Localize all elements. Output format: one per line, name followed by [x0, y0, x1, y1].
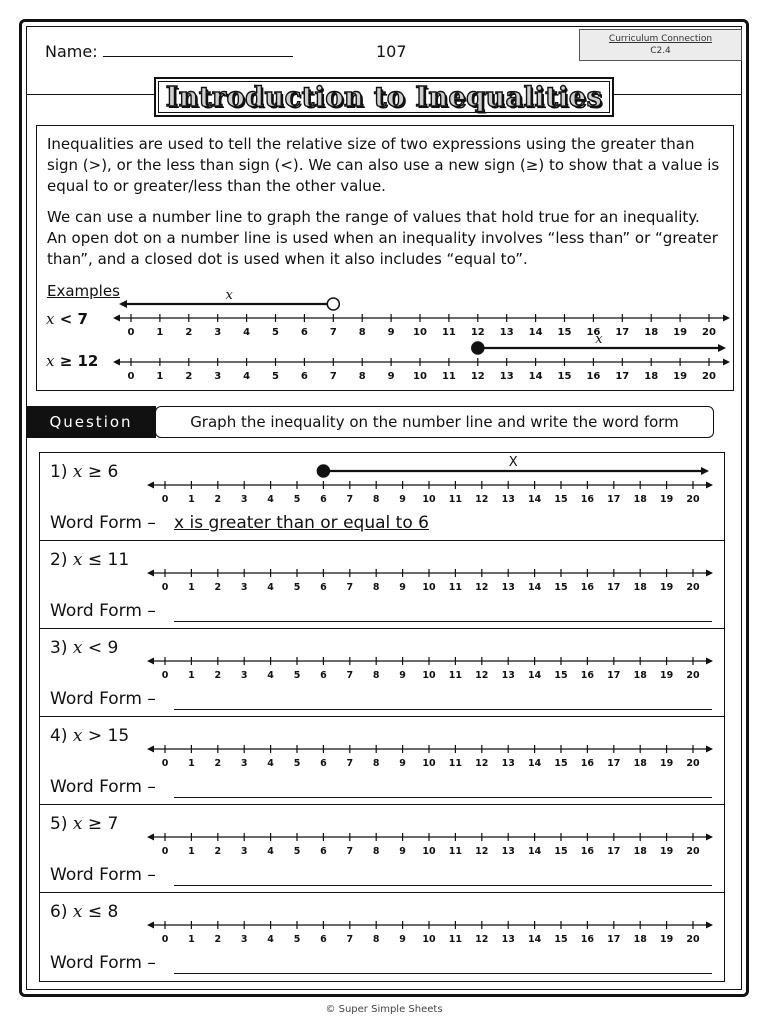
curriculum-label: Curriculum Connection: [608, 34, 713, 44]
tick-label: 0: [161, 670, 169, 681]
tick-label: 14: [527, 494, 542, 505]
tick-label: 15: [554, 846, 568, 857]
tick-label: 7: [346, 670, 354, 681]
name-label: Name:: [45, 42, 98, 61]
tick-label: 1: [188, 670, 195, 681]
tick-label: 8: [372, 846, 380, 857]
tick-label: 13: [499, 371, 514, 382]
question-5-label: [50, 814, 118, 834]
word-form-blank-line[interactable]: [174, 797, 712, 798]
tick-label: 6: [320, 582, 327, 593]
tick-label: 10: [422, 670, 436, 681]
example-2-variable: x: [46, 352, 55, 370]
tick-label: 19: [659, 846, 674, 857]
word-form-label: Word Form –: [50, 865, 156, 885]
tick-label: 17: [607, 846, 621, 857]
closed-dot: [317, 465, 329, 477]
left-arrowhead: [147, 922, 154, 929]
tick-label: 7: [346, 494, 354, 505]
word-form-blank-line[interactable]: [174, 973, 712, 974]
tick-label: 4: [243, 371, 251, 382]
tick-label: 10: [413, 371, 427, 382]
tick-label: 8: [358, 327, 366, 338]
tick-label: 0: [161, 582, 169, 593]
tick-label: 6: [320, 846, 327, 857]
tick-label: 20: [686, 582, 700, 593]
tick-label: 8: [372, 494, 380, 505]
question-number: 1): [50, 462, 68, 482]
tick-label: 13: [501, 494, 515, 505]
question-number: 3): [50, 638, 68, 658]
tick-label: 0: [161, 494, 169, 505]
example-2-number-line: [113, 332, 730, 386]
right-arrowhead: [706, 834, 713, 841]
left-arrowhead: [147, 834, 154, 841]
question-row-3: [40, 629, 724, 717]
question-3-label: [50, 638, 118, 658]
tick-label: 16: [586, 371, 601, 382]
tick-label: 18: [633, 670, 647, 681]
left-arrowhead: [147, 570, 154, 577]
tick-label: 19: [673, 371, 688, 382]
tick-label: 4: [267, 494, 274, 505]
question-variable: x: [72, 462, 83, 482]
number-line-svg[interactable]: [147, 561, 713, 597]
tick-label: 6: [320, 934, 327, 945]
question-tab: Question: [26, 406, 156, 438]
word-form-blank-line[interactable]: [174, 885, 712, 886]
tick-label: 15: [554, 582, 568, 593]
right-arrowhead: [723, 315, 730, 322]
question-variable: x: [72, 726, 83, 746]
tick-label: 18: [644, 327, 659, 338]
tick-label: 12: [475, 934, 489, 945]
tick-label: 10: [422, 846, 436, 857]
questions-box: [39, 452, 725, 982]
intro-paragraph-1: Inequalities are used to tell the relative size of two expressions using the greater than sign (>), or the less than sign (<). We can also use a new sign (≥) to show that a value is equal to or greater/less than the other value.: [47, 135, 720, 195]
tick-label: 3: [240, 758, 248, 769]
tick-label: 1: [188, 846, 195, 857]
question-number: 4): [50, 726, 68, 746]
number-line-svg[interactable]: [147, 913, 713, 949]
tick-label: 0: [127, 371, 135, 382]
tick-label: 16: [580, 758, 595, 769]
word-form-blank-line[interactable]: [174, 709, 712, 710]
word-form-label: Word Form –: [50, 777, 156, 797]
tick-label: 7: [346, 582, 354, 593]
tick-label: 14: [527, 846, 542, 857]
tick-label: 0: [127, 327, 135, 338]
number-line-svg[interactable]: [113, 332, 730, 386]
copyright: © Super Simple Sheets: [325, 1004, 443, 1015]
tick-label: 7: [329, 371, 337, 382]
tick-label: 2: [214, 934, 222, 945]
tick-label: 12: [475, 846, 489, 857]
right-arrowhead: [706, 746, 713, 753]
tick-label: 2: [214, 846, 222, 857]
tick-label: 8: [372, 582, 380, 593]
word-form-label: Word Form –: [50, 601, 156, 621]
curriculum-code: C2.4: [650, 46, 671, 56]
tick-label: 16: [580, 494, 595, 505]
tick-label: 14: [527, 582, 542, 593]
tick-label: 11: [448, 934, 463, 945]
tick-label: 5: [293, 934, 301, 945]
tick-label: 13: [501, 582, 515, 593]
tick-label: 3: [240, 582, 248, 593]
tick-label: 15: [557, 327, 572, 338]
tick-label: 1: [188, 934, 195, 945]
number-line-svg[interactable]: [147, 455, 713, 509]
tick-label: 17: [607, 758, 621, 769]
name-field[interactable]: [45, 42, 293, 61]
left-arrowhead: [113, 359, 120, 366]
tick-label: 11: [448, 846, 463, 857]
tick-label: 13: [501, 758, 515, 769]
tick-label: 9: [387, 371, 395, 382]
tick-label: 18: [644, 371, 659, 382]
tick-label: 7: [346, 758, 354, 769]
tick-label: 2: [185, 327, 193, 338]
tick-label: 6: [300, 327, 308, 338]
question-variable: x: [72, 550, 83, 570]
tick-label: 12: [475, 582, 489, 593]
tick-label: 13: [499, 327, 514, 338]
question-variable: x: [72, 638, 83, 658]
tick-label: 19: [659, 670, 674, 681]
tick-label: 2: [185, 371, 193, 382]
example-2-operator: ≥ 12: [59, 352, 99, 370]
tick-label: 11: [448, 670, 463, 681]
tick-label: 13: [501, 934, 515, 945]
tick-label: 4: [267, 846, 274, 857]
question-1-label: [50, 462, 118, 482]
tick-label: 12: [470, 371, 485, 382]
tick-label: 2: [214, 670, 222, 681]
tick-label: 10: [422, 934, 436, 945]
tick-label: 7: [329, 327, 337, 338]
tick-label: 18: [633, 758, 647, 769]
question-row-1: [40, 453, 724, 541]
tick-label: 20: [686, 670, 700, 681]
tick-label: 11: [448, 582, 463, 593]
tick-label: 17: [607, 494, 621, 505]
tick-label: 3: [214, 327, 222, 338]
tick-label: 4: [267, 934, 274, 945]
question-operator: ≥ 7: [87, 814, 119, 834]
tick-label: 1: [188, 494, 195, 505]
tick-label: 3: [240, 934, 248, 945]
example-2-label: [46, 352, 98, 370]
tick-label: 12: [475, 670, 489, 681]
word-form-answer[interactable]: x is greater than or equal to 6: [174, 513, 429, 533]
tick-label: 4: [243, 327, 251, 338]
tick-label: 4: [267, 758, 274, 769]
title-banner: [154, 77, 614, 117]
tick-label: 10: [422, 582, 436, 593]
tick-label: 5: [293, 582, 301, 593]
question-variable: x: [72, 814, 83, 834]
number-line-svg[interactable]: [147, 825, 713, 861]
question-6-number-line[interactable]: [147, 913, 713, 949]
tick-label: 0: [161, 846, 169, 857]
question-6-label: [50, 902, 118, 922]
tick-label: 19: [673, 327, 688, 338]
tick-label: 13: [501, 670, 515, 681]
tick-label: 14: [528, 371, 543, 382]
right-arrowhead: [706, 922, 713, 929]
number-line-svg[interactable]: [113, 288, 730, 342]
tick-label: 1: [188, 582, 195, 593]
question-number: 2): [50, 550, 68, 570]
tick-label: 3: [240, 670, 248, 681]
left-arrowhead: [113, 315, 120, 322]
tick-label: 15: [557, 371, 572, 382]
tick-label: 11: [441, 371, 456, 382]
tick-label: 5: [293, 846, 301, 857]
tick-label: 8: [358, 371, 366, 382]
tick-label: 9: [399, 934, 406, 945]
tick-label: 15: [554, 494, 568, 505]
tick-label: 20: [702, 371, 716, 382]
tick-label: 6: [320, 670, 327, 681]
tick-label: 16: [586, 327, 601, 338]
tick-label: 4: [267, 670, 274, 681]
tick-label: 2: [214, 494, 222, 505]
tick-label: 4: [267, 582, 274, 593]
question-4-number-line[interactable]: [147, 737, 713, 773]
tick-label: 6: [320, 758, 327, 769]
right-arrowhead: [706, 658, 713, 665]
question-number: 5): [50, 814, 68, 834]
tick-label: 15: [554, 758, 568, 769]
number-line-svg[interactable]: [147, 737, 713, 773]
word-form-blank-line[interactable]: [174, 621, 712, 622]
page-number: 107: [376, 42, 407, 61]
tick-label: 11: [448, 494, 463, 505]
question-5-number-line[interactable]: [147, 825, 713, 861]
tick-label: 17: [615, 327, 630, 338]
tick-label: 14: [528, 327, 543, 338]
tick-label: 16: [580, 934, 595, 945]
tick-label: 19: [659, 494, 674, 505]
tick-label: 18: [633, 494, 647, 505]
question-operator: ≤ 8: [87, 902, 119, 922]
tick-label: 10: [422, 494, 436, 505]
tick-label: 9: [399, 494, 406, 505]
tick-label: 18: [633, 846, 647, 857]
question-variable: x: [72, 902, 83, 922]
graph-arrowhead: [701, 467, 709, 475]
tick-label: 20: [686, 494, 700, 505]
examples-label: Examples: [47, 282, 120, 300]
page-title: Introduction to Inequalities: [165, 81, 603, 113]
tick-label: 17: [607, 670, 621, 681]
tick-label: 1: [156, 371, 164, 382]
tick-label: 5: [272, 371, 279, 382]
question-4-label: [50, 726, 129, 746]
tick-label: 11: [441, 327, 456, 338]
tick-label: 5: [293, 494, 301, 505]
tick-label: 7: [346, 846, 354, 857]
name-blank-line[interactable]: [103, 43, 293, 57]
tick-label: 5: [293, 758, 301, 769]
question-1-number-line[interactable]: [147, 455, 713, 509]
question-row-5: [40, 805, 724, 893]
curriculum-connection-box: [579, 29, 742, 61]
tick-label: 6: [320, 494, 327, 505]
question-3-number-line[interactable]: [147, 649, 713, 685]
question-row-2: [40, 541, 724, 629]
tick-label: 19: [659, 582, 674, 593]
tick-label: 13: [501, 846, 515, 857]
tick-label: 9: [399, 670, 406, 681]
right-arrowhead: [706, 570, 713, 577]
tick-label: 19: [659, 758, 674, 769]
example-1-label: [46, 310, 88, 328]
question-row-4: [40, 717, 724, 805]
right-arrowhead: [706, 482, 713, 489]
tick-label: 17: [607, 582, 621, 593]
tick-label: 18: [633, 582, 647, 593]
tick-label: 12: [475, 758, 489, 769]
tick-label: 20: [686, 934, 700, 945]
tick-label: 9: [399, 758, 406, 769]
question-row-6: [40, 893, 724, 981]
tick-label: 10: [413, 327, 427, 338]
tick-label: 12: [475, 494, 489, 505]
tick-label: 0: [161, 934, 169, 945]
tick-label: 14: [527, 670, 542, 681]
word-form-label: Word Form –: [50, 513, 156, 533]
tick-label: 20: [702, 327, 716, 338]
tick-label: 8: [372, 758, 380, 769]
question-operator: ≤ 11: [87, 550, 130, 570]
left-arrowhead: [147, 482, 154, 489]
question-operator: < 9: [87, 638, 119, 658]
tick-label: 11: [448, 758, 463, 769]
tick-label: 3: [240, 494, 248, 505]
question-operator: > 15: [87, 726, 130, 746]
tick-label: 20: [686, 758, 700, 769]
question-instruction: Graph the inequality on the number line and write the word form: [155, 406, 714, 438]
left-arrowhead: [147, 746, 154, 753]
right-arrowhead: [723, 359, 730, 366]
tick-label: 9: [399, 846, 406, 857]
question-2-number-line[interactable]: [147, 561, 713, 597]
tick-label: 15: [554, 670, 568, 681]
tick-label: 1: [188, 758, 195, 769]
tick-label: 18: [633, 934, 647, 945]
tick-label: 14: [527, 758, 542, 769]
tick-label: 7: [346, 934, 354, 945]
tick-label: 12: [470, 327, 485, 338]
tick-label: 8: [372, 934, 380, 945]
tick-label: 2: [214, 582, 222, 593]
intro-paragraph-2: We can use a number line to graph the range of values that hold true for an inequality. An open dot on a number line is used when an inequality involves “less than” or “greater than”, and a closed dot is used when it also includes “equal to”.: [47, 208, 718, 268]
tick-label: 0: [161, 758, 169, 769]
example-1-variable: x: [46, 310, 55, 328]
tick-label: 3: [240, 846, 248, 857]
question-number: 6): [50, 902, 68, 922]
closed-dot: [472, 342, 484, 354]
tick-label: 17: [607, 934, 621, 945]
tick-label: 6: [300, 371, 308, 382]
question-2-label: [50, 550, 129, 570]
tick-label: 10: [422, 758, 436, 769]
open-dot: [327, 298, 339, 310]
number-line-svg[interactable]: [147, 649, 713, 685]
tick-label: 3: [214, 371, 222, 382]
tick-label: 2: [214, 758, 222, 769]
graph-label: x: [595, 332, 603, 347]
tick-label: 5: [272, 327, 279, 338]
tick-label: 16: [580, 846, 595, 857]
tick-label: 19: [659, 934, 674, 945]
tick-label: 17: [615, 371, 630, 382]
tick-label: 14: [527, 934, 542, 945]
tick-label: 9: [399, 582, 406, 593]
graph-label: x: [225, 288, 233, 303]
graph-label: X: [508, 455, 518, 470]
word-form-label: Word Form –: [50, 953, 156, 973]
tick-label: 16: [580, 582, 595, 593]
tick-label: 15: [554, 934, 568, 945]
example-1-operator: < 7: [59, 310, 88, 328]
question-operator: ≥ 6: [87, 462, 119, 482]
left-arrowhead: [147, 658, 154, 665]
example-1-number-line: [113, 288, 730, 342]
word-form-label: Word Form –: [50, 689, 156, 709]
tick-label: 16: [580, 670, 595, 681]
tick-label: 5: [293, 670, 301, 681]
tick-label: 8: [372, 670, 380, 681]
tick-label: 1: [156, 327, 164, 338]
tick-label: 9: [387, 327, 395, 338]
tick-label: 20: [686, 846, 700, 857]
